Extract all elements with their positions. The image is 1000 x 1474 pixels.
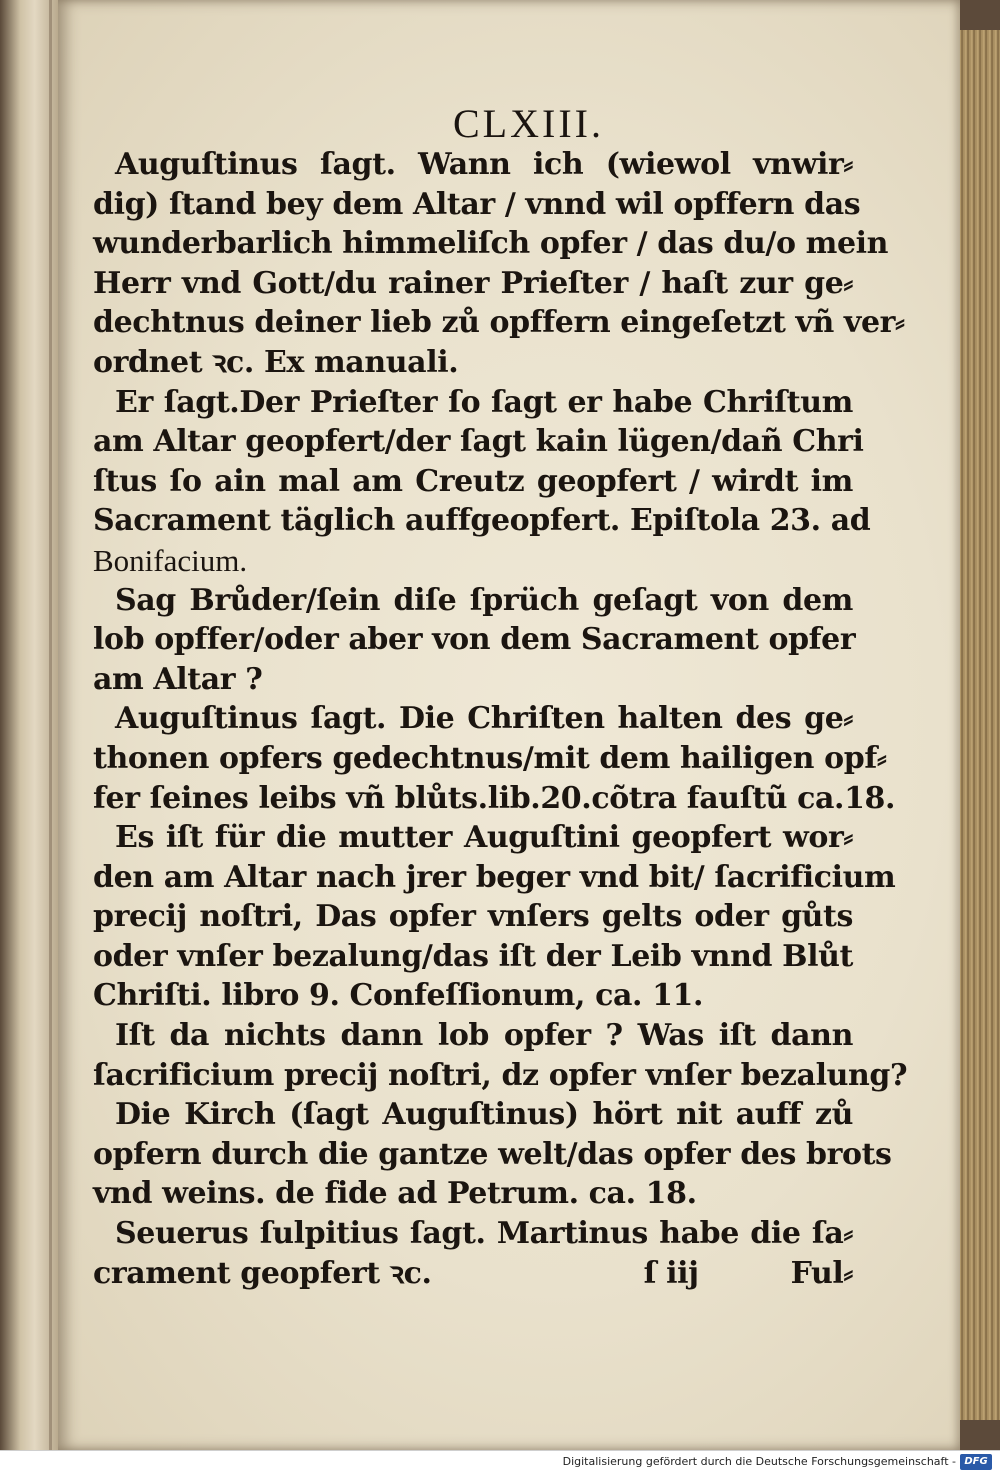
signature-mark: ſ iij — [643, 1255, 699, 1291]
text-line: thonen opfers gedechtnus/mit dem hailigen opf⸗ — [93, 740, 887, 776]
text-line: am Altar geopfert/der ſagt kain lügen/dañ Chri — [93, 424, 864, 460]
text-line: oder vnſer bezalung/das iſt der Leib vnnd Blůt — [93, 938, 853, 974]
text-line: den am Altar nach jrer beger vnd bit/ ſacrificium — [93, 859, 896, 895]
text-line: fer ſeines leibs vñ blůts.lib.20.cõtra fauſtũ ca.18. — [93, 780, 896, 816]
text-line: wunderbarlich himmeliſch opfer / das du/o mein — [93, 226, 889, 262]
text-line: ſtus ſo ain mal am Creutz geopfert / wirdt im — [93, 463, 853, 499]
left-page-edge — [0, 0, 58, 1450]
text-line: am Altar ? — [93, 661, 263, 697]
body-text — [93, 145, 908, 1293]
text-line: dig) ſtand bey dem Altar / vnnd wil opffern das — [93, 186, 861, 222]
text-line: opfern durch die gantze welt/das opfer des brots — [93, 1136, 892, 1172]
book-page — [58, 0, 960, 1450]
text-line: Auguſtinus ſagt. Die Chriſten halten des ge⸗ — [115, 701, 853, 737]
text-line: ſacrificium precij noſtri, dz opfer vnſer bezalung? — [93, 1057, 908, 1093]
folio-number: CLXIII. — [453, 101, 604, 146]
text-line: Sacrament täglich auffgeopfert. Epiſtola 23. ad — [93, 503, 871, 539]
text-line: Iſt da nichts dann lob opfer ? Was iſt dann — [115, 1018, 853, 1054]
page-block-edge — [956, 30, 1000, 1420]
funding-credit: Digitalisierung gefördert durch die Deutsche Forschungsgemeinschaft - — [562, 1455, 956, 1468]
text-line: Bonifacium. — [93, 542, 248, 578]
dfg-logo: DFG — [960, 1454, 992, 1470]
text-line: dechtnus deiner lieb zů opffern eingeſetzt vñ ver⸗ — [93, 305, 905, 341]
text-line: lob opffer/oder aber von dem Sacrament opfer — [93, 622, 856, 658]
text-line: Seuerus ſulpitius ſagt. Martinus habe die ſa⸗ — [115, 1216, 853, 1252]
text-line: Herr vnd Gott/du rainer Prieſter / haſt zur ge⸗ — [93, 265, 853, 301]
text-line: Auguſtinus ſagt. Wann ich (wiewol vnwir⸗ — [115, 147, 853, 182]
text-line-end: crament geopfert ꝛc. — [93, 1255, 432, 1291]
text-line: Chriſti. libro 9. Confeſſionum, ca. 11. — [93, 978, 704, 1014]
text-line: Es iſt für die mutter Auguſtini geopfert wor⸗ — [115, 820, 853, 856]
text-line: precij noſtri, Das opfer vnſers gelts oder gůts — [93, 899, 853, 935]
text-line: ordnet ꝛc. Ex manuali. — [93, 344, 459, 380]
text-line: Die Kirch (ſagt Auguſtinus) hört nit auff zů — [115, 1097, 853, 1133]
text-line: Er ſagt.Der Prieſter ſo ſagt er habe Chriſtum — [115, 384, 853, 420]
catchword: Ful⸗ — [790, 1255, 853, 1291]
footer-bar — [0, 1450, 1000, 1474]
text-line: Sag Brůder/ſein diſe ſprüch geſagt von dem — [115, 582, 853, 618]
text-line: vnd weins. de fide ad Petrum. ca. 18. — [93, 1176, 697, 1212]
last-text-line — [93, 1254, 853, 1294]
